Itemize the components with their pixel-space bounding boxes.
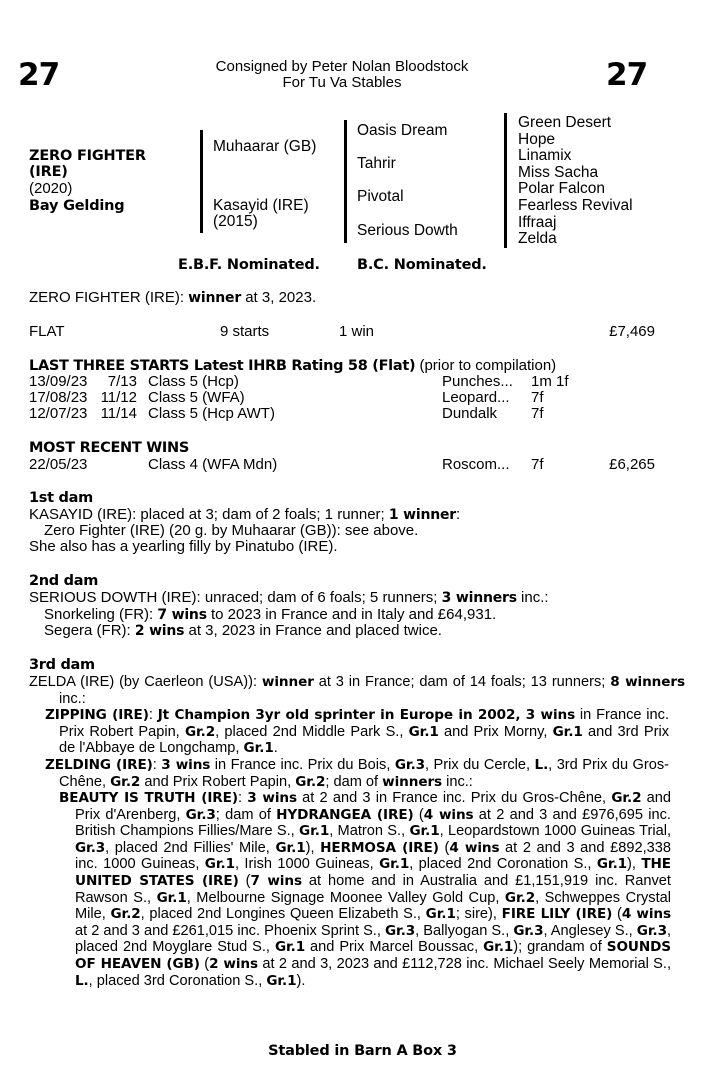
- second-dam-line: [29, 590, 549, 607]
- pedigree-divider-3: [504, 113, 507, 248]
- pedigree-grandparent: Tahrir: [357, 155, 396, 172]
- bold-text: Gr.1: [204, 856, 235, 873]
- bold-text: 7 wins: [250, 872, 302, 889]
- text: inc.:: [442, 773, 473, 790]
- text: and Prix d'Arenberg,: [75, 790, 672, 823]
- bold-text: Gr.1: [425, 906, 456, 923]
- text: , placed 2nd Moyglare Stud S.,: [75, 922, 671, 956]
- bold-text: Gr.3: [384, 922, 416, 939]
- pedigree-dam: Kasayid (IRE): [213, 197, 309, 214]
- text: ),: [305, 839, 321, 856]
- start-venue: Dundalk: [442, 405, 498, 422]
- text: ).: [296, 972, 306, 989]
- bold-text: Gr.1: [409, 823, 440, 840]
- text: SERIOUS DOWTH (IRE): unraced; dam of 6 foals; 5 runners;: [29, 589, 442, 606]
- bold-text: 3 wins: [247, 790, 297, 806]
- bold-text: Gr.3: [394, 757, 426, 773]
- text: ZELDA (IRE) (by Caerleon (USA)):: [29, 674, 262, 690]
- bold-text: Gr.2: [184, 723, 216, 740]
- bold-text: Gr.2: [110, 906, 141, 923]
- text: , placed 2nd Middle Park S.,: [215, 723, 409, 740]
- bold-text: HYDRANGEA (IRE): [276, 806, 414, 823]
- text: :: [152, 757, 162, 773]
- bold-text: SOUNDS OF HEAVEN (GB): [75, 939, 671, 972]
- bold-text: Gr.1: [552, 723, 583, 740]
- bold-text: winners: [382, 773, 443, 790]
- bold-text: Gr.1: [596, 856, 628, 873]
- text: , Prix du Cercle,: [425, 757, 535, 773]
- text: and Prix Marcel Boussac,: [305, 939, 484, 956]
- pedigree-divider-1: [200, 130, 203, 233]
- stabling-info: Stabled in Barn A Box 3: [268, 1043, 457, 1059]
- start-position: 7/13: [107, 373, 137, 390]
- start-date: 13/09/23: [29, 373, 88, 390]
- start-row: [0, 406, 725, 423]
- bold-text: Gr.1: [299, 823, 330, 840]
- last-three-heading-note: (prior to compilation): [415, 357, 557, 374]
- text: in France inc. Prix du Bois,: [210, 757, 395, 773]
- text: inc.:: [516, 589, 549, 606]
- text: ); grandam of: [513, 939, 607, 956]
- first-dam-produce: Zero Fighter (IRE) (20 g. by Muhaarar (GB)): see above.: [44, 522, 419, 539]
- pedigree-divider-2: [344, 120, 347, 243]
- recent-win-row: [0, 457, 725, 474]
- bold-text: ZIPPING (IRE): [45, 707, 149, 723]
- win-venue: Roscom...: [442, 456, 510, 473]
- horse-name: ZERO FIGHTER: [29, 148, 146, 164]
- bold-text: BEAUTY IS TRUTH (IRE): [59, 790, 238, 806]
- bold-text: L.: [75, 972, 89, 989]
- start-distance: 7f: [531, 405, 544, 422]
- bold-text: 1 winner: [388, 507, 456, 523]
- bold-text: Gr.2: [295, 773, 326, 790]
- pedigree-grandparent: Pivotal: [357, 188, 404, 205]
- text: .: [273, 740, 278, 757]
- text: , Leopardstown 1000 Guineas Trial,: [439, 823, 671, 840]
- text: to 2023 in France and in Italy and £64,931.: [206, 606, 497, 623]
- start-position: 11/14: [100, 405, 137, 422]
- bold-text: 4 wins: [423, 806, 474, 823]
- text: , placed 2nd Coronation S.,: [409, 856, 597, 873]
- text: , Matron S.,: [329, 823, 410, 840]
- text: :: [237, 790, 248, 806]
- recent-wins-heading: MOST RECENT WINS: [29, 440, 189, 456]
- start-venue: Punches...: [442, 373, 513, 390]
- text: at 2 and 3 in France inc. Prix du Gros-Chêne,: [296, 790, 612, 806]
- text: ; sire),: [455, 906, 502, 923]
- pedigree-sire: Muhaarar (GB): [213, 138, 317, 155]
- start-venue: Leopard...: [442, 389, 510, 406]
- bold-text: Gr.1: [243, 740, 274, 757]
- summary-name: ZERO FIGHTER (IRE):: [29, 289, 189, 306]
- horse-description: Bay Gelding: [29, 198, 125, 214]
- text: ; dam of: [215, 806, 277, 823]
- bold-text: Gr.3: [75, 839, 106, 856]
- text: , Schweppes Crystal Mile,: [75, 889, 671, 923]
- record-starts: 9 starts: [220, 323, 270, 340]
- bold-text: Gr.1: [275, 839, 306, 856]
- record-wins: 1 win: [339, 323, 375, 340]
- text: ),: [627, 856, 642, 873]
- consignor-line-2: For Tu Va Stables: [282, 74, 402, 91]
- text: KASAYID (IRE): placed at 3; dam of 2 foals; 1 runner;: [29, 506, 389, 523]
- bold-text: Gr.2: [504, 889, 536, 906]
- bold-text: THE UNITED STATES (IRE): [75, 856, 671, 889]
- bold-text: Gr.1: [408, 723, 439, 740]
- text: , Anglesey S.,: [543, 922, 637, 939]
- text: at 3 in France; dam of 14 foals; 13 runners;: [313, 674, 611, 690]
- third-dam-heading: 3rd dam: [29, 657, 95, 673]
- text: , placed 2nd Fillies' Mile,: [105, 839, 276, 856]
- start-race: Class 5 (Hcp AWT): [148, 405, 275, 422]
- bc-nomination: B.C. Nominated.: [357, 257, 487, 273]
- horse-name-suffix: (IRE): [29, 164, 68, 180]
- bold-text: 7 wins: [157, 607, 207, 623]
- pedigree-great-grandparent: Hope: [518, 131, 556, 148]
- start-date: 17/08/23: [29, 389, 88, 406]
- horse-year: (2020): [29, 180, 73, 197]
- text: Segera (FR):: [44, 622, 135, 639]
- pedigree-dam-year: (2015): [213, 213, 258, 230]
- produce-zipping: [45, 707, 669, 757]
- bold-text: Gr.2: [611, 790, 642, 806]
- produce-zelding: [45, 757, 669, 790]
- bold-text: Gr.1: [156, 889, 187, 906]
- bold-text: Gr.1: [266, 972, 297, 989]
- race-record: [0, 324, 725, 341]
- bold-text: HERMOSA (IRE): [320, 839, 439, 856]
- ebf-nomination: E.B.F. Nominated.: [178, 257, 320, 273]
- pedigree-great-grandparent: Linamix: [518, 147, 572, 164]
- start-race: Class 5 (WFA): [148, 389, 245, 406]
- pedigree-great-grandparent: Fearless Revival: [518, 197, 633, 214]
- lot-number-right: 27: [606, 57, 648, 93]
- win-race: Class 4 (WFA Mdn): [148, 456, 278, 473]
- record-earnings: £7,469: [609, 323, 655, 340]
- first-dam-note: She also has a yearling filly by Pinatubo (IRE).: [29, 538, 338, 555]
- text: inc.:: [59, 690, 86, 707]
- text: (: [438, 839, 450, 856]
- win-prize: £6,265: [609, 456, 655, 473]
- bold-text: 8 winners: [610, 674, 685, 690]
- bold-text: 3 wins: [161, 757, 211, 773]
- text: , Melbourne Signage Moonee Valley Gold Cup,: [186, 889, 505, 906]
- lot-number-left: 27: [18, 57, 60, 93]
- text: and Prix Robert Papin,: [140, 773, 296, 790]
- bold-text: winner: [261, 674, 314, 690]
- bold-text: 4 wins: [449, 839, 500, 856]
- text: (: [413, 806, 424, 823]
- bold-text: 4 wins: [621, 906, 672, 923]
- text: at 2 and 3 and £976,695 inc. British Champions Fillies/Mare S.,: [75, 806, 671, 840]
- text: Snorkeling (FR):: [44, 606, 158, 623]
- text: , Irish 1000 Guineas,: [234, 856, 380, 873]
- bold-text: Gr.3: [636, 922, 667, 939]
- bold-text: Gr.3: [513, 922, 544, 939]
- last-three-heading-bold: LAST THREE STARTS Latest IHRB Rating 58 (Flat): [29, 358, 416, 374]
- bold-text: Gr.2: [110, 773, 141, 790]
- produce-beauty-is-truth: [59, 790, 671, 989]
- text: (: [199, 955, 210, 972]
- start-date: 12/07/23: [29, 405, 88, 422]
- text: and 3rd Prix de l'Abbaye de Longchamp,: [59, 723, 669, 757]
- bold-text: Gr.1: [483, 939, 514, 956]
- bold-text: FIRE LILY (IRE): [501, 906, 613, 923]
- win-distance: 7f: [531, 456, 544, 473]
- pedigree-great-grandparent: Miss Sacha: [518, 164, 599, 181]
- text: at 2 and 3 and £892,338 inc. 1000 Guineas,: [75, 839, 671, 873]
- text: , Ballyogan S.,: [415, 922, 514, 939]
- consignor-line-1: Consigned by Peter Nolan Bloodstock: [215, 58, 469, 75]
- text: and Prix Morny,: [438, 723, 553, 740]
- bold-text: Gr.1: [379, 856, 410, 873]
- second-dam-produce: [44, 623, 442, 640]
- bold-text: 2 wins: [209, 955, 259, 972]
- start-race: Class 5 (Hcp): [148, 373, 239, 390]
- bold-text: ZELDING (IRE): [45, 757, 153, 773]
- text: at 2 and 3 and £261,015 inc. Phoenix Sprint S.,: [75, 922, 385, 939]
- text: :: [455, 506, 461, 523]
- text: , placed 3rd Coronation S.,: [88, 972, 267, 989]
- bold-text: L.: [534, 757, 549, 773]
- pedigree-great-grandparent: Iffraaj: [518, 214, 557, 231]
- text: (: [612, 906, 622, 923]
- bold-text: 3 winners: [441, 590, 517, 606]
- text: at 2 and 3, 2023 and £112,728 inc. Michael Seely Memorial S.,: [258, 955, 672, 972]
- text: (: [238, 872, 251, 889]
- race-summary: [29, 290, 316, 307]
- start-distance: 1m 1f: [531, 373, 569, 390]
- text: in France inc. Prix Robert Papin,: [59, 707, 670, 740]
- pedigree-great-grandparent: Zelda: [518, 230, 557, 247]
- start-distance: 7f: [531, 389, 544, 406]
- bold-text: 2 wins: [134, 623, 185, 639]
- pedigree-grandparent: Serious Dowth: [357, 222, 458, 239]
- summary-rest: at 3, 2023.: [241, 289, 317, 306]
- pedigree-great-grandparent: Green Desert: [518, 114, 612, 131]
- bold-text: Gr.1: [274, 939, 306, 956]
- bold-text: Jt Champion 3yr old sprinter in Europe in 2002, 3 wins: [157, 707, 576, 723]
- text: , placed 2nd Longines Queen Elizabeth S.,: [140, 906, 426, 923]
- first-dam-heading: 1st dam: [29, 490, 93, 506]
- record-type: FLAT: [29, 323, 65, 340]
- text: :: [148, 707, 158, 723]
- second-dam-heading: 2nd dam: [29, 573, 99, 589]
- win-date: 22/05/23: [29, 456, 88, 473]
- text: at 3, 2023 in France and placed twice.: [184, 622, 442, 639]
- third-dam-zelda: [29, 674, 685, 707]
- text: , 3rd Prix du Gros-Chêne,: [59, 757, 670, 790]
- text: at home and in Australia and £1,151,919 inc. Ranvet Rawson S.,: [75, 872, 671, 906]
- pedigree-great-grandparent: Polar Falcon: [518, 180, 606, 197]
- start-position: 11/12: [100, 389, 137, 406]
- summary-bold: winner: [188, 290, 242, 306]
- bold-text: Gr.3: [185, 806, 216, 823]
- text: ; dam of: [325, 773, 383, 790]
- pedigree-grandparent: Oasis Dream: [357, 122, 448, 139]
